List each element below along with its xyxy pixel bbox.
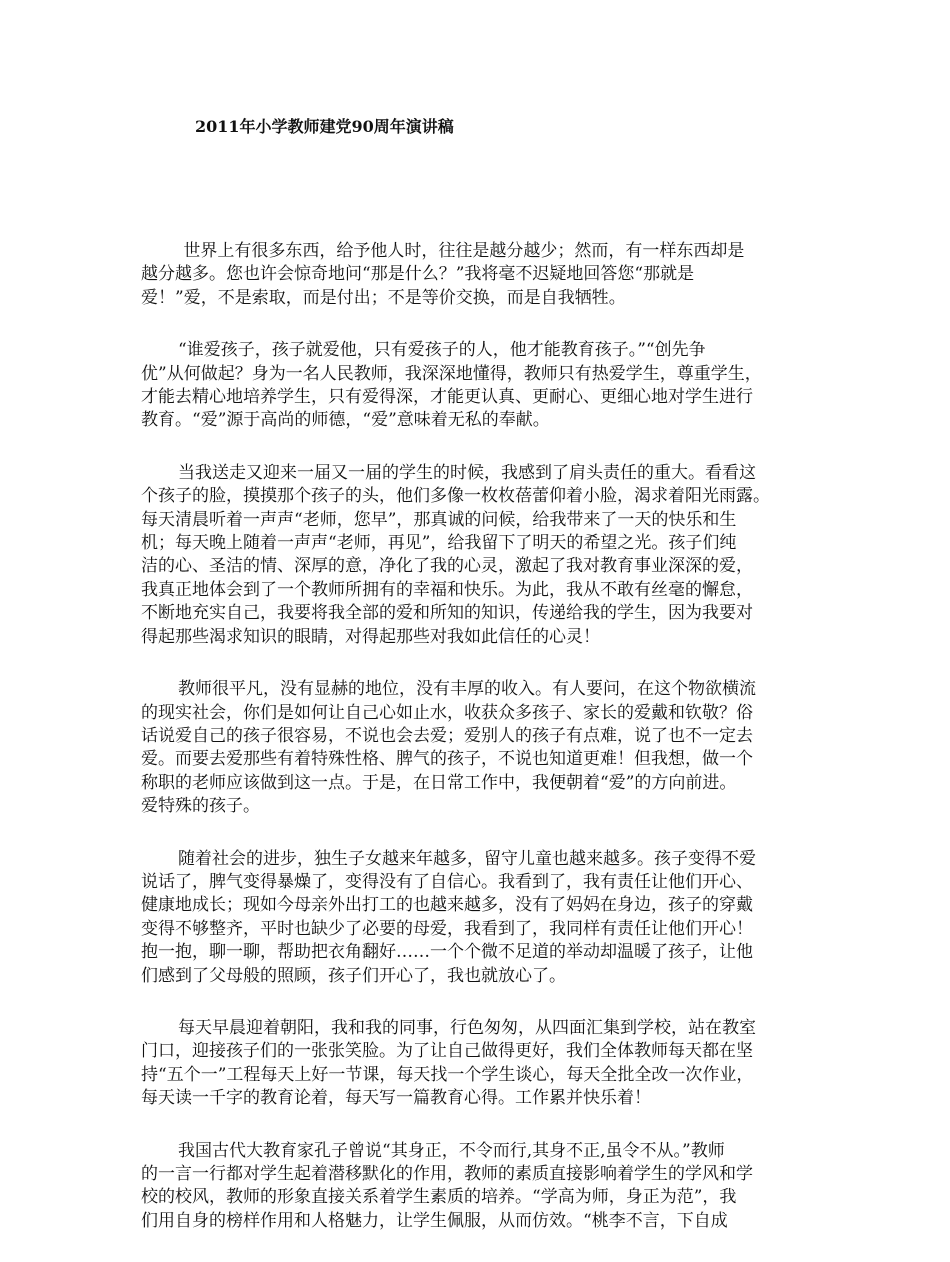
paragraph-line: 话说爱自己的孩子很容易，不说也会去爱；爱别人的孩子有点难，说了也不一定去	[141, 725, 753, 746]
paragraph-line: 优”从何做起？身为一名人民教师，我深深地懂得，教师只有热爱学生，尊重学生，	[141, 363, 762, 384]
paragraph-6	[141, 1017, 823, 1111]
paragraph-line: 教育。“爱”源于高尚的师德，“爱”意味着无私的奉献。	[141, 410, 550, 431]
paragraph-line: 不断地充实自己，我要将我全部的爱和所知的知识，传递给我的学生，因为我要对	[141, 603, 753, 624]
paragraph-line: 爱特殊的孩子。	[141, 796, 260, 817]
paragraph-line: 健康地成长；现如今母亲外出打工的也越来越多，没有了妈妈在身边，孩子的穿戴	[141, 895, 753, 916]
paragraph-line: 变得不够整齐，平时也缺少了必要的母爱，我看到了，我同样有责任让他们开心！	[141, 918, 753, 939]
paragraph-line: 得起那些渴求知识的眼睛，对得起那些对我如此信任的心灵！	[141, 626, 600, 647]
paragraph-line: 们感到了父母般的照顾，孩子们开心了，我也就放心了。	[141, 965, 566, 986]
paragraph-line: 世界上有很多东西，给予他人时，往往是越分越少；然而，有一样东西却是	[178, 241, 745, 261]
paragraph-line: 抱一抱，聊一聊，帮助把衣角翻好……一个个微不足道的举动却温暖了孩子，让他	[141, 942, 753, 963]
document-title: 2011年小学教师建党90周年演讲稿	[195, 117, 454, 136]
paragraph-5	[141, 848, 823, 988]
document-body	[141, 240, 823, 1262]
paragraph-line: 爱。而要去爱那些有着特殊性格、脾气的孩子，不说也知道更难！但我想，做一个	[141, 749, 753, 770]
paragraph-line: 的一言一行都对学生起着潜移默化的作用，教师的素质直接影响着学生的学风和学	[141, 1164, 753, 1184]
paragraph-line: 洁的心、圣洁的情、深厚的意，净化了我的心灵，激起了我对教育事业深深的爱，	[141, 556, 753, 577]
paragraph-line: 我真正地体会到了一个教师所拥有的幸福和快乐。为此，我从不敢有丝毫的懈怠，	[141, 579, 753, 600]
paragraph-line: 机；每天晚上随着一声声“老师，再见”，给我留下了明天的希望之光。孩子们纯	[141, 533, 737, 554]
paragraph-4	[141, 678, 823, 818]
paragraph-line: 门口，迎接孩子们的一张张笑脸。为了让自己做得更好，我们全体教师每天都在坚	[141, 1041, 753, 1062]
paragraph-line: 的现实社会，你们是如何让自己心如止水，收获众多孩子、家长的爱戴和钦敬？俗	[141, 702, 753, 723]
paragraph-7	[141, 1140, 823, 1234]
paragraph-line: 教师很平凡，没有显赫的地位，没有丰厚的收入。有人要问，在这个物欲横流	[178, 679, 756, 700]
paragraph-line: 们用自身的榜样作用和人格魅力，让学生佩服，从而仿效。“桃李不言，下自成	[141, 1210, 728, 1231]
paragraph-line: 每天早晨迎着朝阳，我和我的同事，行色匆匆，从四面汇集到学校，站在教室	[178, 1017, 756, 1038]
paragraph-1	[141, 240, 823, 310]
paragraph-line: 个孩子的脸，摸摸那个孩子的头，他们多像一枚枚蓓蕾仰着小脸，渴求着阳光雨露。	[141, 486, 770, 507]
paragraph-line: 每天读一千字的教育论着，每天写一篇教育心得。工作累并快乐着！	[141, 1088, 651, 1109]
paragraph-2	[141, 339, 823, 433]
paragraph-line: 随着社会的进步，独生子女越来年越多，留守儿童也越来越多。孩子变得不爱	[178, 848, 756, 869]
paragraph-line: 称职的老师应该做到这一点。于是，在日常工作中，我便朝着“爱”的方向前进。	[141, 772, 737, 793]
paragraph-line: 当我送走又迎来一届又一届的学生的时候，我感到了肩头责任的重大。看看这	[178, 462, 756, 483]
paragraph-3	[141, 462, 823, 649]
paragraph-line: 说话了，脾气变得暴燥了，变得没有了自信心。我看到了，我有责任让他们开心、	[141, 871, 753, 892]
paragraph-line: 我国古代大教育家孔子曾说“其身正，不令而行,其身不正,虽令不从。”教师	[178, 1140, 725, 1161]
paragraph-line: 校的校风，教师的形象直接关系着学生素质的培养。“学高为师，身正为范”，我	[141, 1187, 737, 1208]
paragraph-line: “谁爱孩子，孩子就爱他，只有爱孩子的人，他才能教育孩子。”“创先争	[178, 340, 706, 361]
paragraph-line: 爱！”爱，不是索取，而是付出；不是等价交换，而是自我牺牲。	[141, 287, 626, 308]
paragraph-line: 才能去精心地培养学生，只有爱得深，才能更认真、更耐心、更细心地对学生进行	[141, 387, 753, 408]
paragraph-line: 持“五个一”工程每天上好一节课，每天找一个学生谈心，每天全批全改一次作业，	[141, 1064, 754, 1085]
paragraph-line: 越分越多。您也许会惊奇地问“那是什么？”我将毫不迟疑地回答您“那就是	[141, 264, 695, 285]
paragraph-line: 每天清晨听着一声声“老师，您早”，那真诚的问候，给我带来了一天的快乐和生	[141, 509, 737, 530]
